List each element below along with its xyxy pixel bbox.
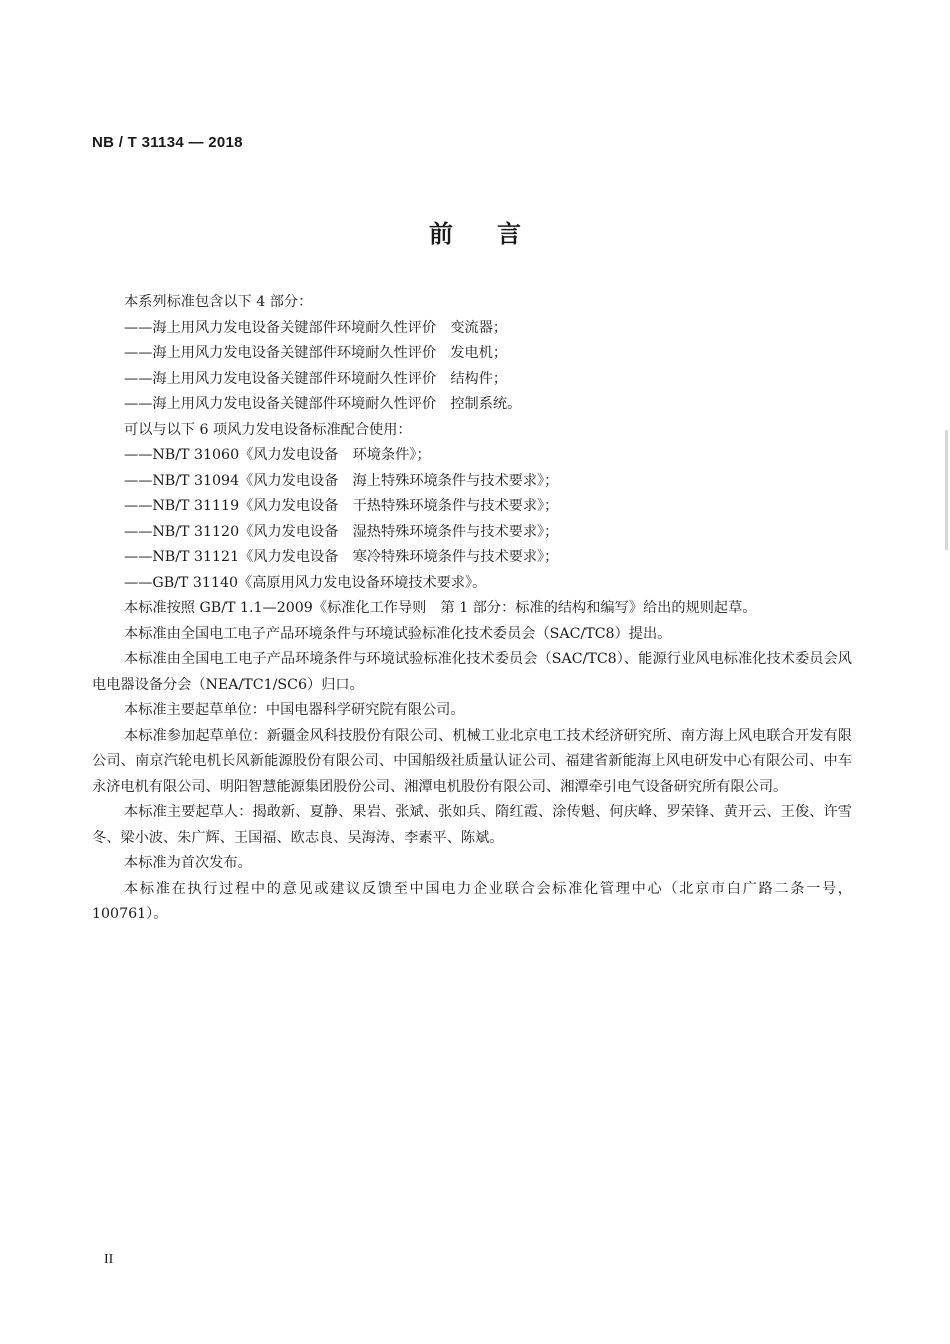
page-number: II (104, 1252, 114, 1267)
paragraph-proposed-by: 本标准由全国电工电子产品环境条件与环境试验标准化技术委员会（SAC/TC8）提出。 (124, 625, 672, 642)
paragraph-participating-units: 本标准参加起草单位：新疆金风科技股份有限公司、机械工业北京电工技术经济研究所、南方海上风电联合开发有限公司、南京汽轮电机长风新能源股份有限公司、中国船级社质量认证公司、福建省新能海上风电研发中心有限公司、中车永济电机有限公司、明阳智慧能源集团股份公司、湘潭电机股份有限公司、湘潭牵引电气设备研究所有限公司。 (92, 727, 852, 795)
list-item-gbt-31140: ——GB/T 31140《高原用风力发电设备环境技术要求》。 (124, 574, 487, 591)
standard-code: NB / T 31134 — 2018 (92, 134, 243, 151)
list-item-control-system: ——海上用风力发电设备关键部件环境耐久性评价 控制系统。 (124, 396, 522, 412)
page-title: 前言 (429, 220, 565, 248)
paragraph-main-drafter-unit: 本标准主要起草单位：中国电器科学研究院有限公司。 (124, 702, 465, 718)
list-item-nbt-31094: ——NB/T 31094《风力发电设备 海上特殊环境条件与技术要求》； (124, 472, 559, 489)
scan-edge-mark (945, 430, 948, 550)
list-item-generator: ——海上用风力发电设备关键部件环境耐久性评价 发电机； (124, 345, 508, 361)
paragraph-feedback: 本标准在执行过程中的意见或建议反馈至中国电力企业联合会标准化管理中心（北京市白广路二条一号，100761）。 (92, 880, 852, 922)
paragraph-first-release: 本标准为首次发布。 (124, 855, 252, 871)
list-item-nbt-31120: ——NB/T 31120《风力发电设备 湿热特殊环境条件与技术要求》； (124, 523, 559, 540)
list-item-nbt-31119: ——NB/T 31119《风力发电设备 干热特殊环境条件与技术要求》； (124, 498, 559, 514)
paragraph-series-intro: 本系列标准包含以下 4 部分： (124, 294, 313, 310)
document-body (92, 290, 852, 928)
list-item-nbt-31060: ——NB/T 31060《风力发电设备 环境条件》； (124, 447, 431, 463)
paragraph-related-standards: 可以与以下 6 项风力发电设备标准配合使用： (124, 421, 412, 438)
paragraph-drafting-rules: 本标准按照 GB/T 1.1—2009《标准化工作导则 第 1 部分：标准的结构和编写》给出的规则起草。 (124, 600, 757, 616)
paragraph-main-drafters: 本标准主要起草人：揭敢新、夏静、果岩、张斌、张如兵、隋红霞、涂传魁、何庆峰、罗荣锋、黄开云、王俊、许雪冬、梁小波、朱广辉、王国福、欧志良、吴海涛、李素平、陈斌。 (92, 804, 852, 846)
list-item-structure: ——海上用风力发电设备关键部件环境耐久性评价 结构件； (124, 370, 508, 387)
list-item-converter: ——海上用风力发电设备关键部件环境耐久性评价 变流器； (124, 319, 508, 336)
paragraph-managed-by: 本标准由全国电工电子产品环境条件与环境试验标准化技术委员会（SAC/TC8）、能源行业风电标准化技术委员会风电电器设备分会（NEA/TC1/SC6）归口。 (92, 651, 852, 693)
list-item-nbt-31121: ——NB/T 31121《风力发电设备 寒冷特殊环境条件与技术要求》； (124, 549, 559, 565)
